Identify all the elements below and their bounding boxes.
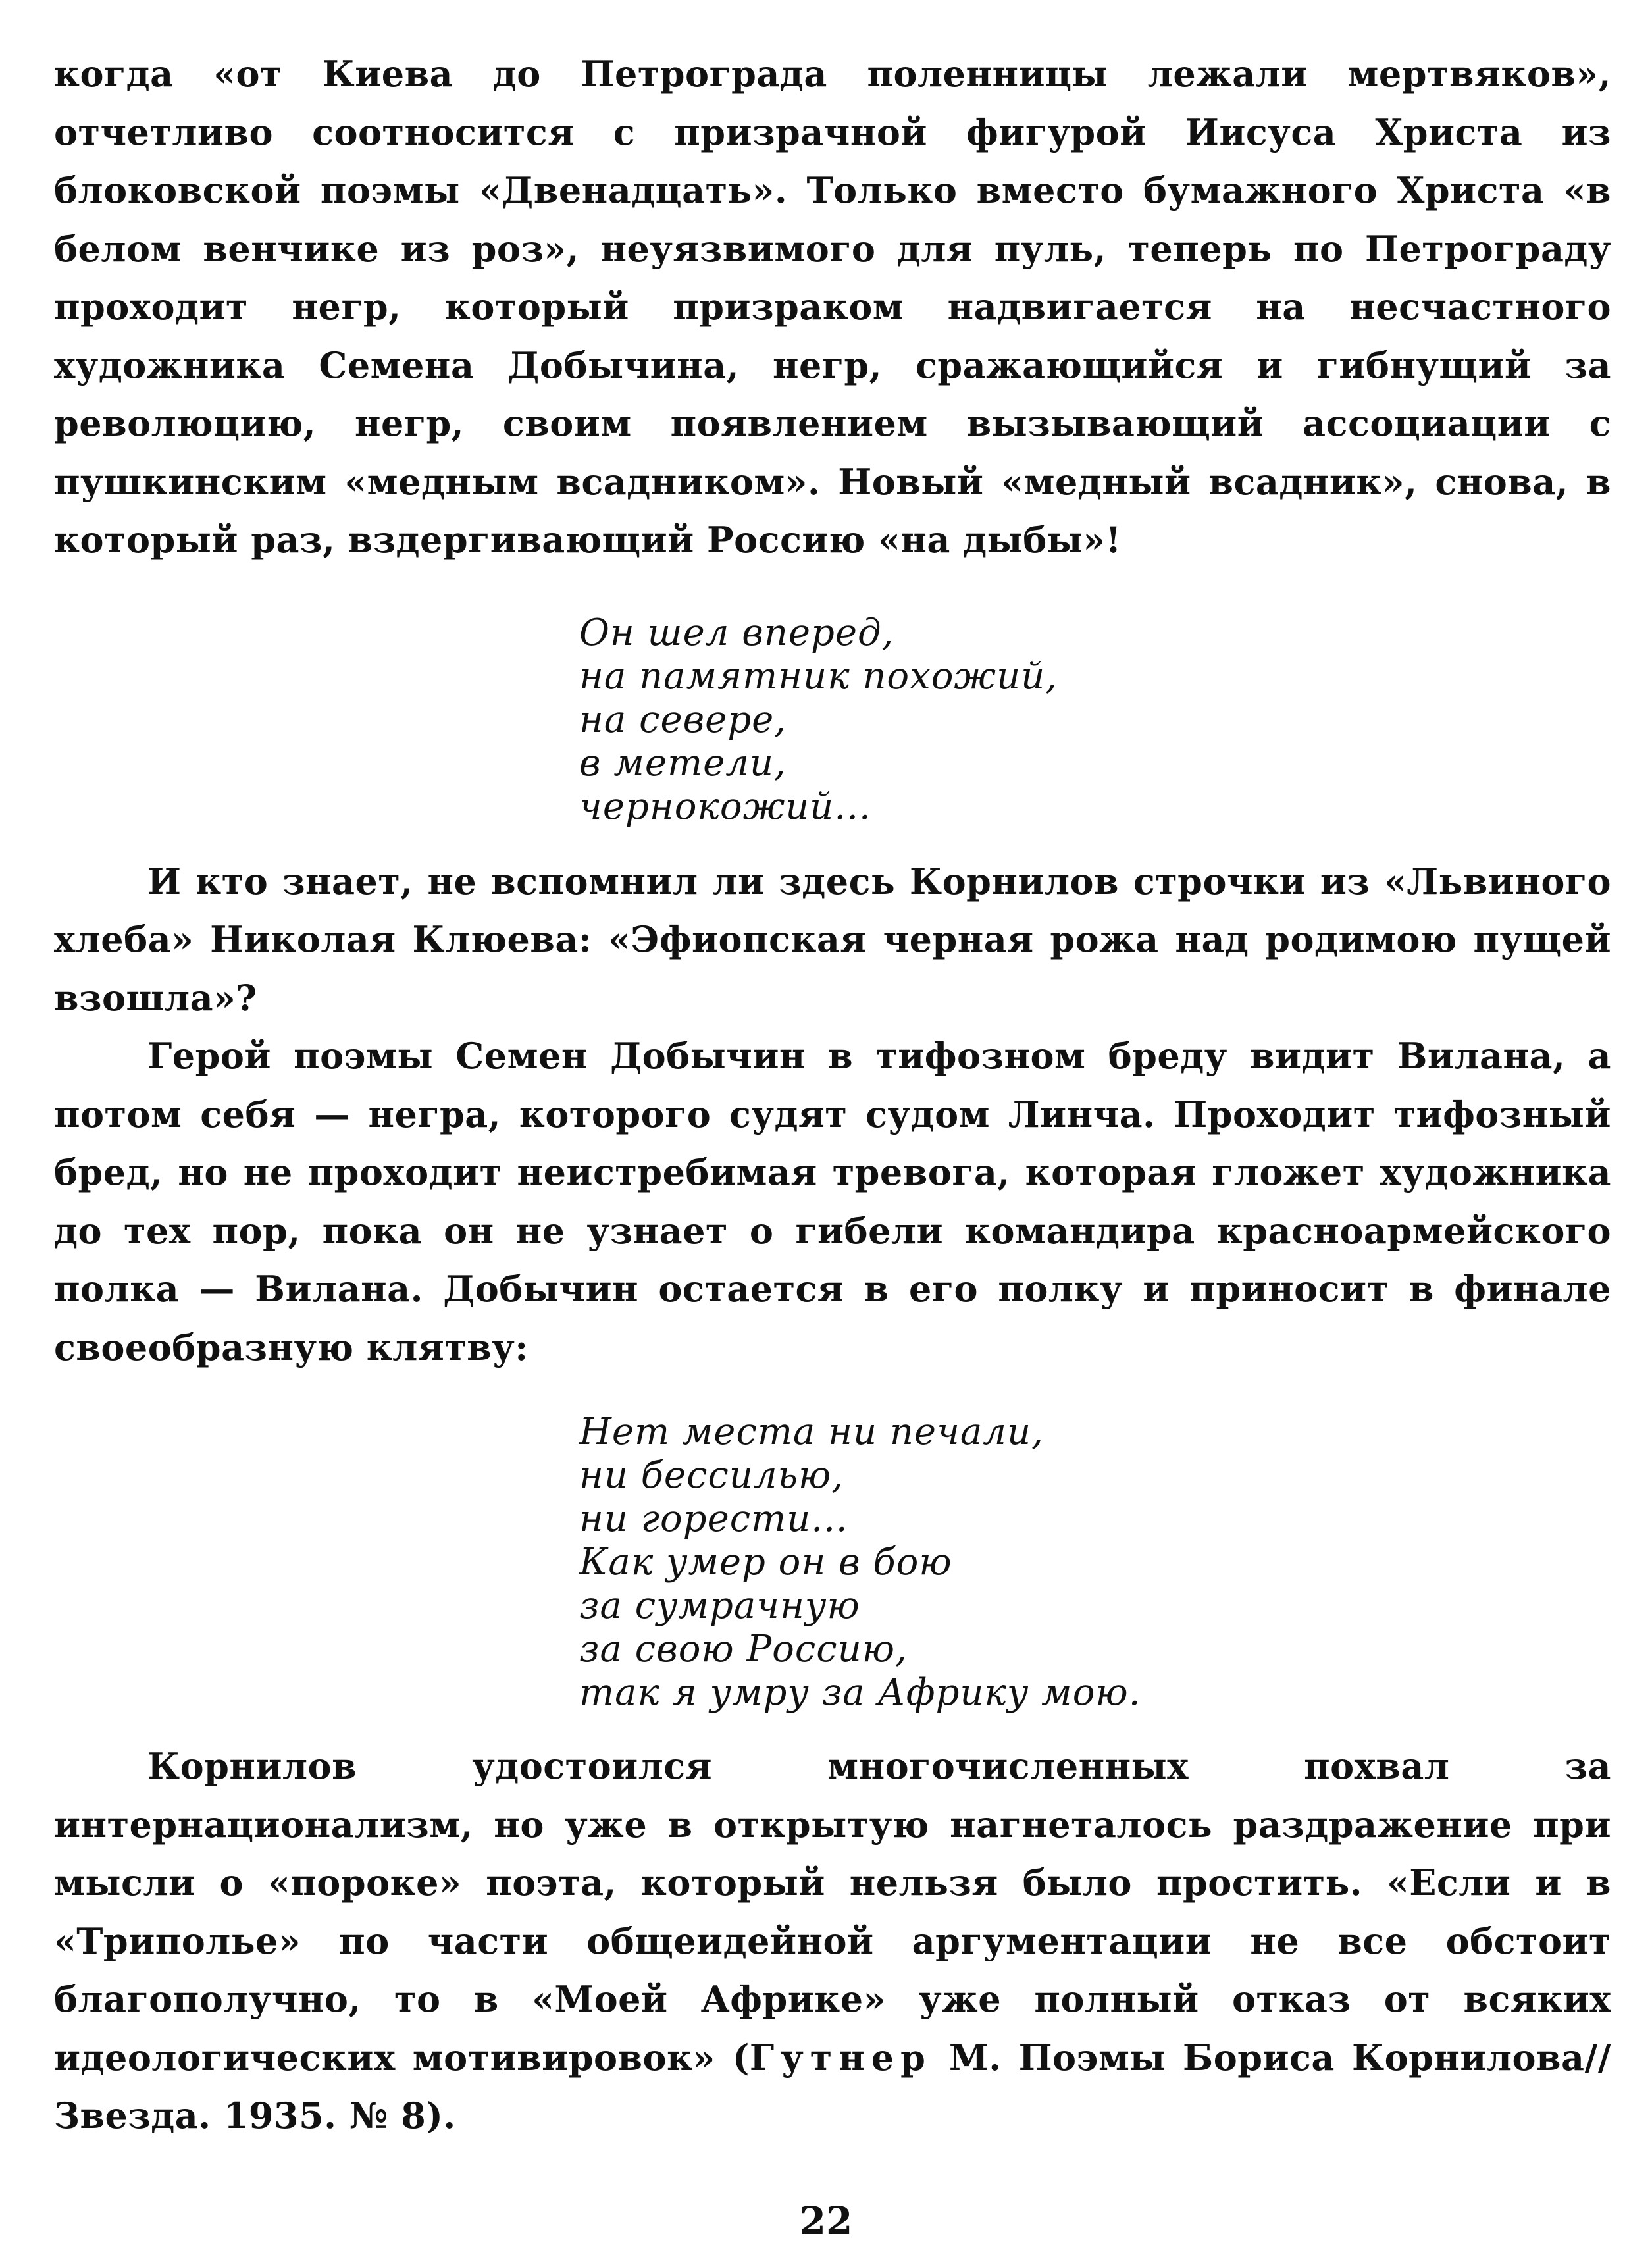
verse-line: на севере, — [579, 698, 787, 741]
paragraph-4 — [54, 1737, 1611, 2145]
paragraph-1: когда «от Киева до Петрограда поленницы лежали мертвяков», отчетливо соотносится с призрачной фигурой Иисуса Христа из блоковской поэмы «Двенадцать». Только вместо бумажного Христа «в белом венчике из роз», неуязвимого для пуль, теперь по Петрограду проходит негр, который призраком надвигается на несчастного художника Семена Добычина, негр, сражающийся и гибнущий за революцию, негр, своим появлением вызывающий ассоциации с пушкинским «медным всадником». Новый «медный всадник», снова, в который раз, вздергивающий Россию «на дыбы»! — [54, 53, 1611, 561]
verse-line: за свою Россию, — [579, 1628, 908, 1671]
verse-quote-2 — [54, 1411, 1611, 1715]
paragraph-2: И кто знает, не вспомнил ли здесь Корнилов строчки из «Львиного хлеба» Николая Клюева: «Эфиопская черная рожа над родимою пущей взошла»? — [54, 860, 1611, 1019]
verse-line: чернокожий... — [579, 785, 871, 828]
verse-line: Он шел вперед, — [579, 611, 894, 654]
verse-line: на памятник похожий, — [579, 654, 1058, 698]
paragraph-4-text: Корнилов удостоился многочисленных похвал за интернационализм, но уже в открытую нагнеталось раздражение при мысли о «пороке» поэта, который нельзя было простить. «Если и в «Триполье» по части общеидейной аргументации не все обстоит благополучно, то в «Моей Африке» уже полный отказ от всяких идеологических мотивировок» ( — [54, 1745, 1611, 2079]
verse-line: Нет места ни печали, — [579, 1411, 1044, 1453]
paragraph-3: Герой поэмы Семен Добычин в тифозном бреду видит Вилана, а потом себя — негра, которого судят судом Линча. Проходит тифозный бред, но не проходит неистребимая тревога, которая гложет художника до тех пор, пока он не узнает о гибели командира красноармейского полка — Вилана. Добычин остается в его полку и приносит в финале своеобразную клятву: — [54, 1035, 1611, 1368]
verse-line: ни бессилью, — [579, 1454, 844, 1497]
document-page — [54, 45, 1611, 2145]
citation-source: М. Поэмы Бориса Корнилова//Звезда. 1935. № 8). — [54, 2036, 1611, 2137]
verse-line: Как умер он в бою — [579, 1541, 952, 1584]
verse-line: в метели, — [579, 741, 787, 785]
verse-quote-1 — [54, 611, 1611, 829]
citation-author: Гутнер — [749, 2036, 932, 2079]
verse-line: за сумрачную — [579, 1584, 860, 1627]
page-number: 22 — [799, 2198, 853, 2243]
verse-line: так я умру за Африку мою. — [579, 1671, 1141, 1714]
verse-line: ни горести... — [579, 1497, 848, 1540]
